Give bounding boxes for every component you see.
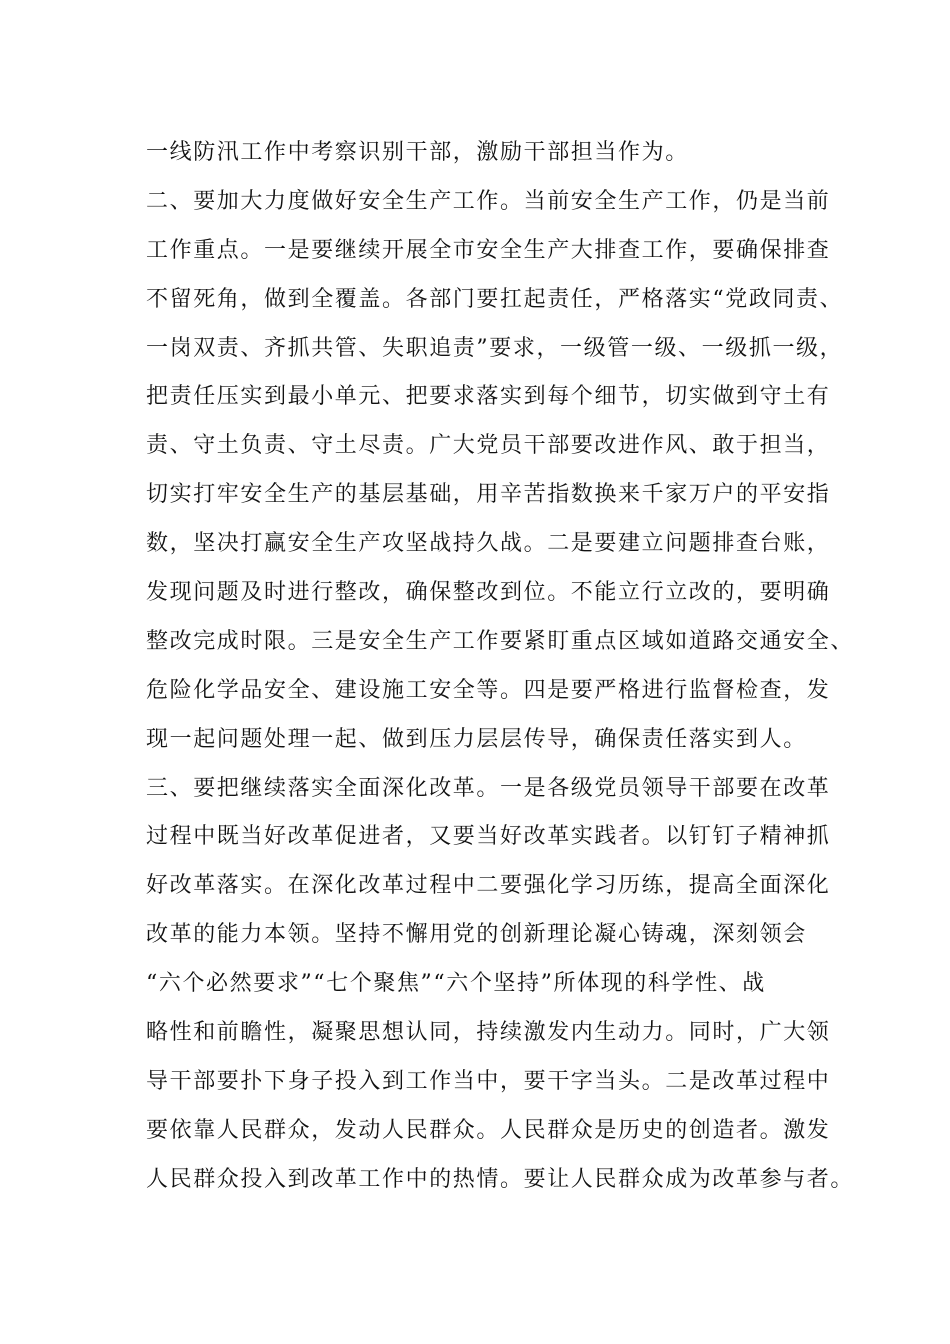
- text-line: 导干部要扑下身子投入到工作当中，要干字当头。二是改革过程中: [146, 1068, 831, 1094]
- text-line: “六个必然要求”“七个聚焦”“六个坚持”所体现的科学性、战: [146, 971, 766, 997]
- text-line: 好改革落实。在深化改革过程中二要强化学习历练，提高全面深化: [146, 873, 831, 899]
- text-line: 数，坚决打赢安全生产攻坚战持久战。二是要建立问题排查台账，: [146, 531, 831, 557]
- text-line: 一岗双责、齐抓共管、失职追责”要求，一级管一级、一级抓一级，: [146, 335, 844, 361]
- text-line: 工作重点。一是要继续开展全市安全生产大排查工作，要确保排查: [146, 237, 831, 263]
- text-line: 切实打牢安全生产的基层基础，用辛苦指数换来千家万户的平安指: [146, 482, 831, 508]
- text-line: 人民群众投入到改革工作中的热情。要让人民群众成为改革参与者。: [146, 1166, 855, 1192]
- text-line: 发现问题及时进行整改，确保整改到位。不能立行立改的，要明确: [146, 580, 831, 606]
- text-line: 一线防汛工作中考察识别干部，激励干部担当作为。: [146, 140, 689, 165]
- text-line: 要依靠人民群众，发动人民群众。人民群众是历史的创造者。激发: [146, 1117, 831, 1143]
- text-line: 改革的能力本领。坚持不懈用党的创新理论凝心铸魂，深刻领会: [146, 922, 807, 948]
- text-line: 整改完成时限。三是安全生产工作要紧盯重点区域如道路交通安全、: [146, 628, 855, 654]
- text-line: 过程中既当好改革促进者，又要当好改革实践者。以钉钉子精神抓: [146, 824, 831, 850]
- text-line: 把责任压实到最小单元、把要求落实到每个细节，切实做到守土有: [146, 384, 831, 410]
- text-line: 三、要把继续落实全面深化改革。一是各级党员领导干部要在改革: [146, 775, 831, 801]
- body-text: [146, 134, 855, 1210]
- text-line: 现一起问题处理一起、做到压力层层传导，确保责任落实到人。: [146, 726, 807, 752]
- text-line: 二、要加大力度做好安全生产工作。当前安全生产工作，仍是当前: [146, 188, 831, 214]
- text-line: 危险化学品安全、建设施工安全等。四是要严格进行监督检查，发: [146, 677, 831, 703]
- text-line: 责、守土负责、守土尽责。广大党员干部要改进作风、敢于担当，: [146, 433, 831, 459]
- text-line: 不留死角，做到全覆盖。各部门要扛起责任，严格落实“党政同责、: [146, 286, 844, 312]
- text-line: 略性和前瞻性，凝聚思想认同，持续激发内生动力。同时，广大领: [146, 1020, 831, 1046]
